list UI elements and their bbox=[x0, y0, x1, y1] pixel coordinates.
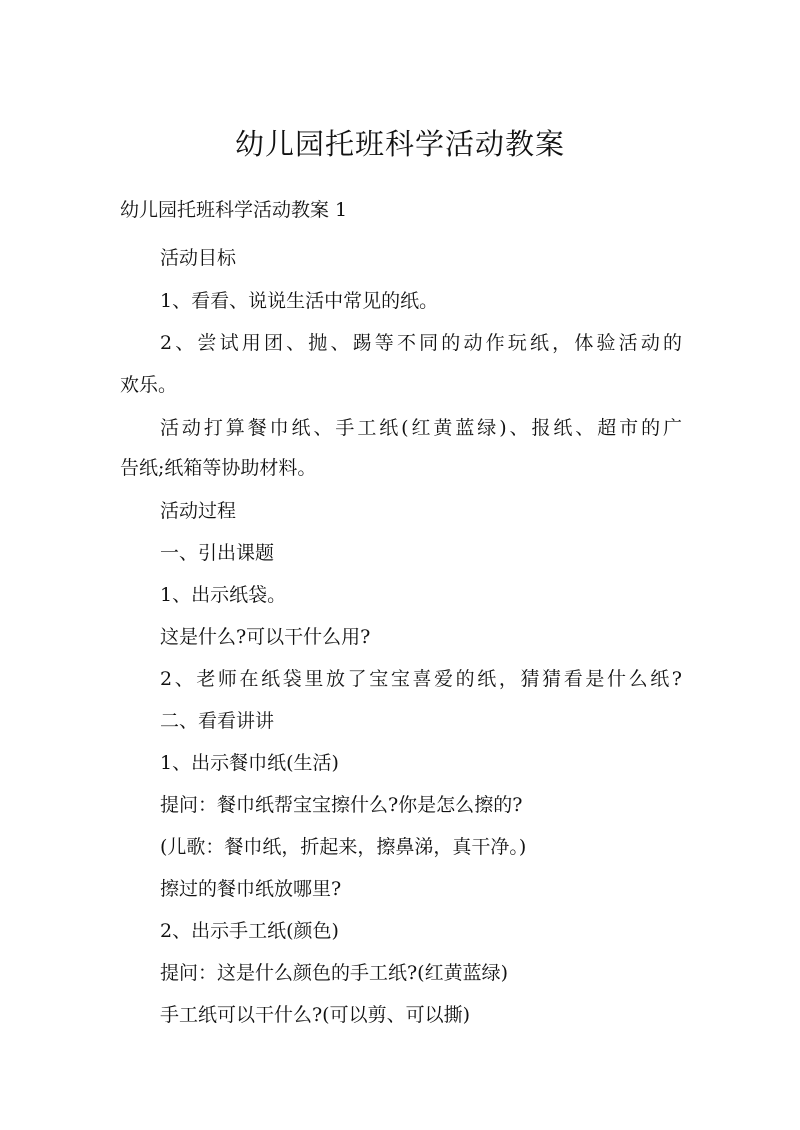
paragraph-line: 2、出示手工纸(颜色) bbox=[160, 920, 339, 942]
paragraph-line: 活动目标 bbox=[160, 247, 237, 269]
paragraph-line: 这是什么?可以干什么用? bbox=[160, 626, 371, 648]
paragraph-line: 一、引出课题 bbox=[160, 542, 275, 564]
document-title: 幼儿园托班科学活动教案 bbox=[234, 127, 565, 161]
paragraph-line: 2、尝试用团、抛、踢等不同的动作玩纸，体验活动的 bbox=[160, 332, 682, 354]
paragraph-line: (儿歌：餐巾纸，折起来，擦鼻涕，真干净。) bbox=[160, 836, 527, 858]
paragraph-line: 2、老师在纸袋里放了宝宝喜爱的纸，猜猜看是什么纸? bbox=[160, 668, 682, 690]
paragraph-line: 1、出示餐巾纸(生活) bbox=[160, 752, 339, 774]
paragraph-line: 提问：这是什么颜色的手工纸?(红黄蓝绿) bbox=[160, 962, 509, 984]
paragraph-line: 欢乐。 bbox=[120, 374, 178, 396]
paragraph-line: 活动过程 bbox=[160, 500, 237, 522]
paragraph-line: 1、出示纸袋。 bbox=[160, 584, 287, 606]
paragraph-line: 手工纸可以干什么?(可以剪、可以撕) bbox=[160, 1004, 471, 1026]
paragraph-line: 二、看看讲讲 bbox=[160, 710, 275, 732]
section-heading: 幼儿园托班科学活动教案 1 bbox=[120, 199, 348, 221]
paragraph-line: 1、看看、说说生活中常见的纸。 bbox=[160, 290, 439, 312]
paragraph-line: 告纸;纸箱等协助材料。 bbox=[120, 457, 317, 479]
paragraph-line: 提问：餐巾纸帮宝宝擦什么?你是怎么擦的? bbox=[160, 794, 523, 816]
paragraph-line: 活动打算餐巾纸、手工纸(红黄蓝绿)、报纸、超市的广 bbox=[160, 417, 682, 439]
paragraph-line: 擦过的餐巾纸放哪里? bbox=[160, 878, 342, 900]
